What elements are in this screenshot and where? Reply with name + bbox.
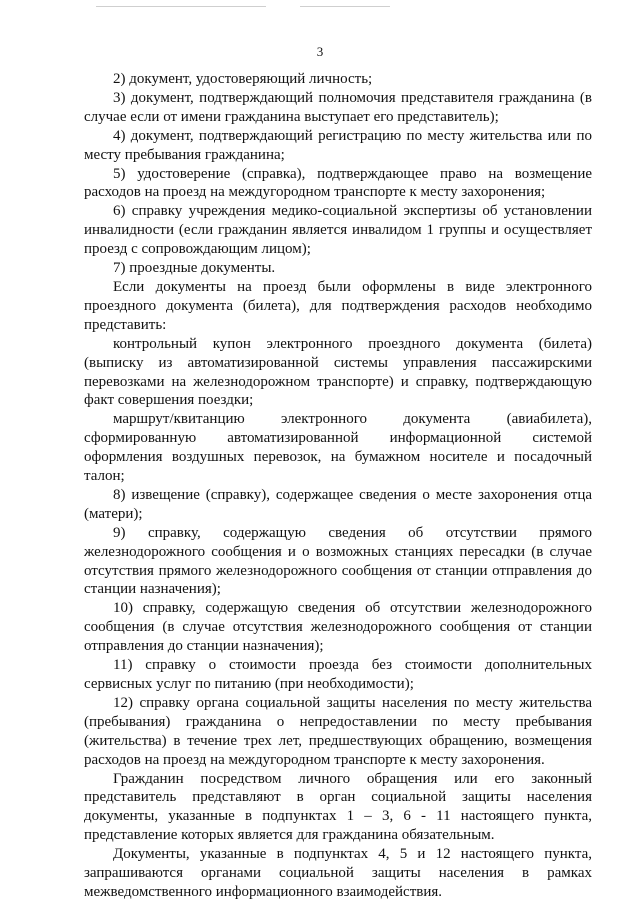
paragraph-electronic-tickets: Если документы на проезд были оформлены в виде электронного проездного документа (билета), для подтверждения расходов необходимо представить: — [84, 278, 592, 333]
paragraph-control-coupon: контрольный купон электронного проездного документа (билета) (выписку из автоматизированной системы управления пассажирскими перевозками на железнодорожном транспорте) и справку, подтверждающую факт совершения поездки; — [84, 335, 592, 409]
paragraph-item-10: 10) справку, содержащую сведения об отсутствии железнодорожного сообщения (в случае отсутствия железнодорожного сообщения от станции отправления до станции назначения); — [84, 600, 592, 655]
scan-artifact — [96, 6, 266, 7]
paragraph-item-3: 3) документ, подтверждающий полномочия представителя гражданина (в случае если от имени гражданина выступает его представитель); — [84, 89, 592, 125]
paragraph-item-11: 11) справку о стоимости проезда без стоимости дополнительных сервисных услуг по питанию (при необходимости); — [84, 657, 592, 692]
paragraph-item-12: 12) справку органа социальной защиты населения по месту жительства (пребывания) гражданина о непредоставлении по месту пребывания (жительства) в течение трех лет, предшествующих обращению, возмещения расходов на проезд на междугородном транспорте к месту захоронения. — [84, 694, 592, 768]
paragraph-item-8: 8) извещение (справку), содержащее сведения о месте захоронения отца (матери); — [84, 486, 592, 522]
paragraph-item-9: 9) справку, содержащую сведения об отсутствии прямого железнодорожного сообщения и о возможных станциях пересадки (в случае отсутствия прямого железнодорожного сообщения от станции отправления до станции назначения); — [84, 524, 592, 598]
paragraph-interagency-request: Документы, указанные в подпунктах 4, 5 и 12 настоящего пункта, запрашиваются органами социальной защиты населения в рамках межведомственного информационного взаимодействия. — [84, 846, 592, 900]
paragraph-applicant-submission: Гражданин посредством личного обращения или его законный представитель представляют в орган социальной защиты населения документы, указанные в подпунктах 1 – 3, 6 - 11 настоящего пункта, представление которых является для гражданина обязательным. — [84, 770, 592, 844]
scan-artifact — [300, 6, 390, 7]
paragraph-itinerary-receipt: маршрут/квитанцию электронного документа (авиабилета), сформированную автоматизированной информационной системой оформления воздушных перевозок, на бумажном носителе и посадочный талон; — [84, 411, 592, 485]
page-number: 3 — [316, 44, 324, 59]
paragraph-item-7: 7) проездные документы. — [113, 260, 276, 277]
paragraph-item-5: 5) удостоверение (справка), подтверждающее право на возмещение расходов на проезд на междугородном транспорте к месту захоронения; — [84, 165, 592, 201]
document-body — [84, 70, 592, 902]
paragraph-item-2: 2) документ, удостоверяющий личность; — [113, 71, 373, 87]
paragraph-item-4: 4) документ, подтверждающий регистрацию по месту жительства или по месту пребывания гражданина; — [84, 127, 592, 163]
paragraph-item-6: 6) справку учреждения медико-социальной экспертизы об установлении инвалидности (если гражданин является инвалидом 1 группы и осуществляет проезд с сопровождающим лицом); — [84, 203, 592, 258]
